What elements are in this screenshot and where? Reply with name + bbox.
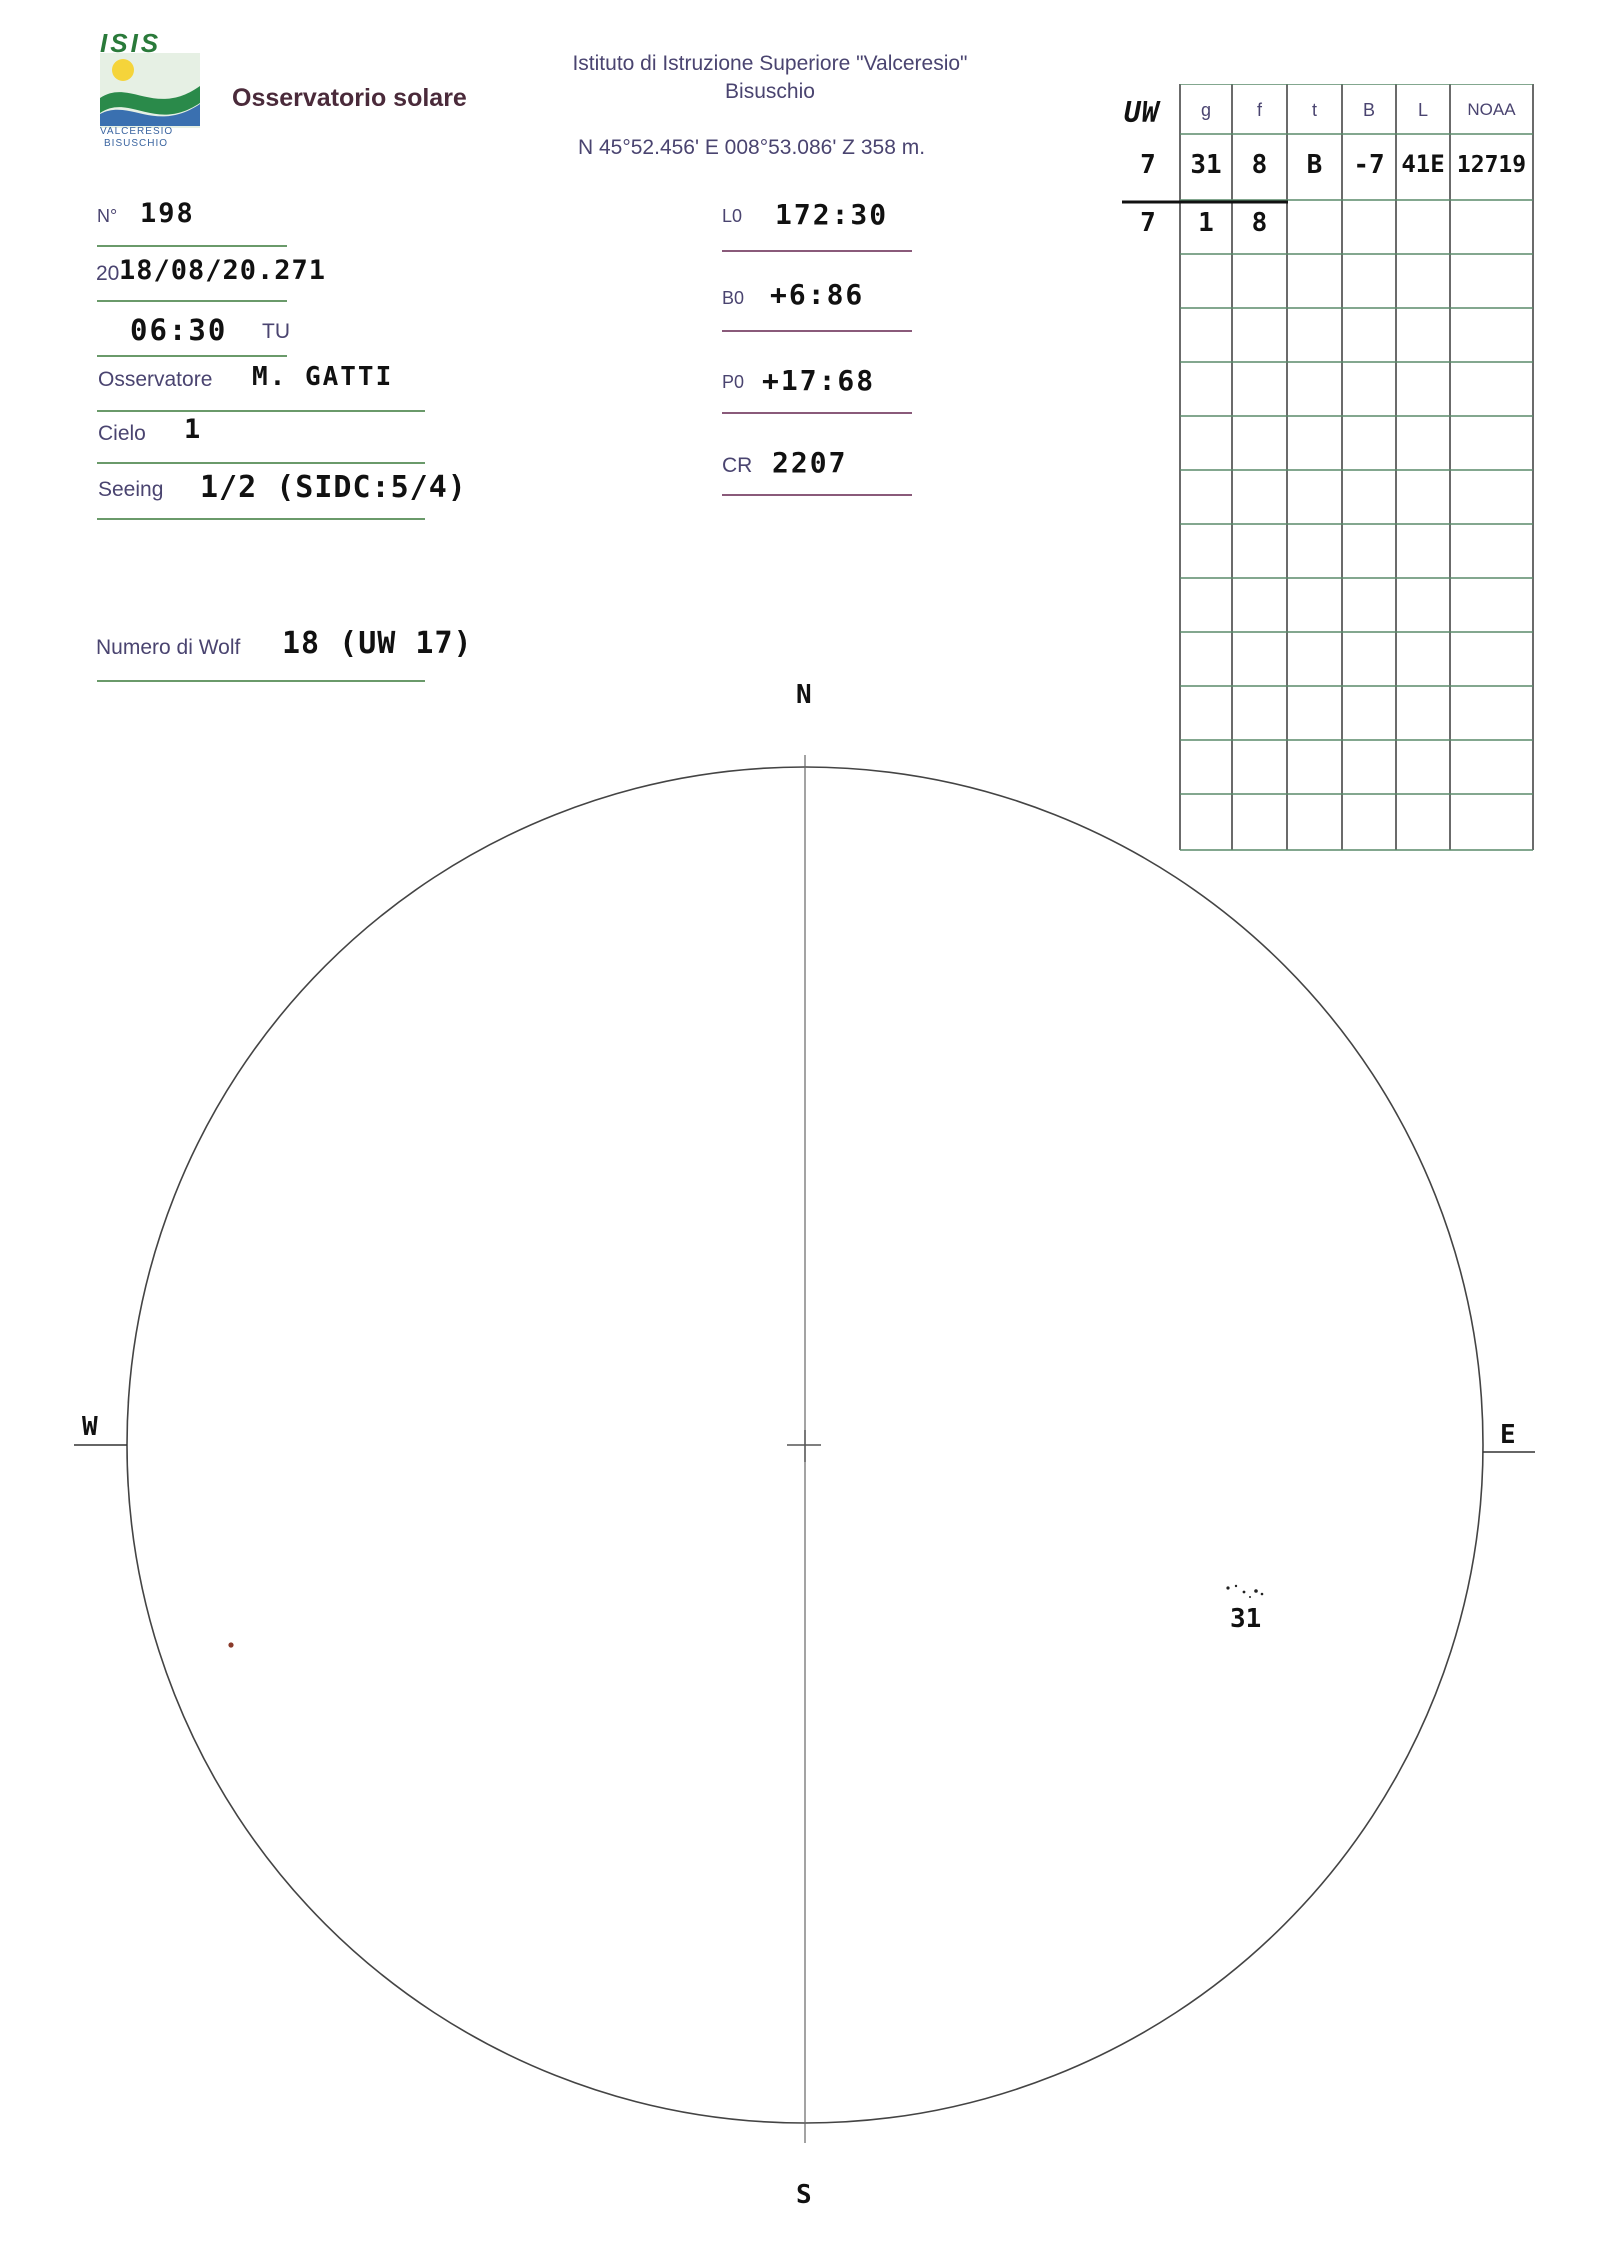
header-g: g xyxy=(1200,100,1211,120)
row2-f: 8 xyxy=(1251,208,1268,238)
header-l: L xyxy=(1417,100,1428,120)
row1-uw: 7 xyxy=(1140,150,1156,180)
cr-label: CR xyxy=(722,454,753,477)
row2-uw: 7 xyxy=(1140,208,1156,238)
observer-label: Osservatore xyxy=(98,368,213,391)
time-label: TU xyxy=(262,320,290,343)
south-label: S xyxy=(796,2180,814,2210)
b0-label: B0 xyxy=(722,288,745,308)
table-uw-label: UW xyxy=(1124,96,1160,129)
header-t: t xyxy=(1311,100,1317,120)
seeing-label: Seeing xyxy=(98,478,164,501)
header-noaa: NOAA xyxy=(1467,100,1516,119)
row1-l: 41E xyxy=(1401,150,1445,178)
group-31-label: 31 xyxy=(1230,1604,1262,1634)
institute-name: Istituto di Istruzione Superiore "Valceresio" xyxy=(572,52,968,75)
date-prefix: 20 xyxy=(96,262,120,285)
row1-noaa: 12719 xyxy=(1456,152,1527,178)
l0-value: 172:30 xyxy=(775,198,889,231)
row1-f: 8 xyxy=(1251,150,1268,180)
paper-mark xyxy=(228,1642,233,1647)
seeing-value: 1/2 (SIDC:5/4) xyxy=(200,470,467,505)
wolf-label: Numero di Wolf xyxy=(96,636,241,659)
logo-subtitle-city: BISUSCHIO xyxy=(104,138,169,149)
b0-value: +6:86 xyxy=(770,278,865,311)
row2-g: 1 xyxy=(1198,208,1214,238)
row1-g: 31 xyxy=(1190,150,1222,180)
wolf-value: 18 (UW 17) xyxy=(282,626,473,661)
header-f: f xyxy=(1256,100,1262,120)
observatory-title: Osservatorio solare xyxy=(232,84,467,112)
p0-value: +17:68 xyxy=(762,364,876,397)
row1-b: -7 xyxy=(1353,150,1385,180)
east-label: E xyxy=(1500,1420,1518,1450)
observer-value: M. GATTI xyxy=(252,362,394,392)
l0-label: L0 xyxy=(722,206,743,226)
p0-label: P0 xyxy=(722,372,745,392)
date-value: 18/08/20.271 xyxy=(119,255,327,286)
north-label: N xyxy=(796,680,814,710)
number-value: 198 xyxy=(140,198,195,229)
logo-subtitle: VALCERESIO xyxy=(100,126,174,137)
sunspot-group-31 xyxy=(1226,1585,1263,1598)
sky-label: Cielo xyxy=(98,422,146,445)
institute-city: Bisuschio xyxy=(725,80,815,103)
observatory-coordinates: N 45°52.456' E 008°53.086' Z 358 m. xyxy=(578,136,926,159)
header-b: B xyxy=(1362,100,1375,120)
row1-t: B xyxy=(1306,150,1323,180)
west-label: W xyxy=(82,1412,100,1442)
sky-value: 1 xyxy=(184,414,203,445)
cr-value: 2207 xyxy=(772,446,848,479)
number-label: N° xyxy=(97,206,118,226)
logo-text: ISIS xyxy=(100,28,162,58)
time-value: 06:30 xyxy=(130,313,228,347)
